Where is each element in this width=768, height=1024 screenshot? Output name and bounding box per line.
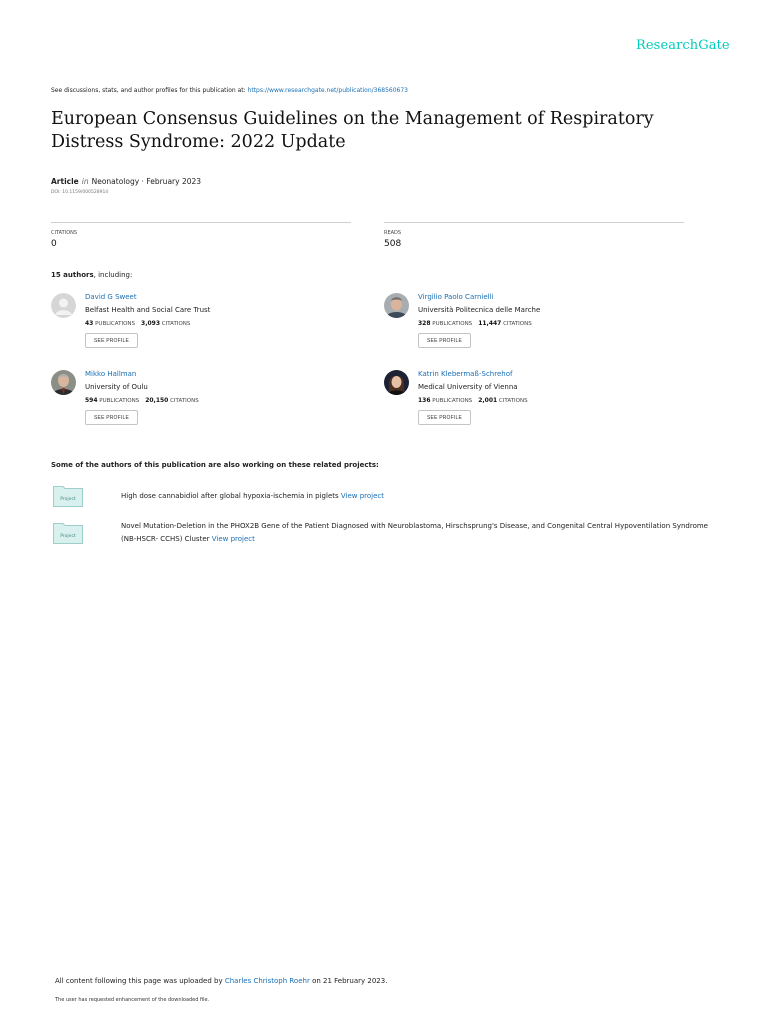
citations-label: CITATIONS: [498, 398, 528, 404]
author-photo-avatar[interactable]: [384, 370, 409, 395]
publications-count: 328: [418, 320, 431, 327]
author-photo-avatar[interactable]: [384, 293, 409, 318]
project-title: Novel Mutation-Deletion in the PHOX2B Gene of the Patient Diagnosed with Neuroblastoma, Hirschsprung's Disease, and Congenital Central Hypoventilation Syndrome (NB-HSCR- CCHS) Cluster: [121, 522, 708, 543]
reads-label: READS: [384, 230, 402, 236]
authors-count-suffix: , including:: [93, 271, 133, 279]
see-profile-button[interactable]: SEE PROFILE: [418, 410, 471, 425]
author-institution: Università Politecnica delle Marche: [418, 306, 541, 314]
see-profile-button[interactable]: SEE PROFILE: [85, 333, 138, 348]
publications-count: 136: [418, 397, 431, 404]
publications-count: 594: [85, 397, 98, 404]
authors-count-number: 15 authors: [51, 271, 94, 279]
author-stats: [418, 320, 532, 327]
citations-label: CITATIONS: [503, 321, 532, 327]
placeholder-avatar-icon[interactable]: [51, 293, 76, 318]
citations-label: CITATIONS: [170, 398, 199, 404]
citations-label: CITATIONS: [161, 321, 191, 327]
publications-count: 43: [85, 320, 94, 327]
author-institution: Medical University of Vienna: [418, 383, 518, 391]
author-institution: Belfast Health and Social Care Trust: [85, 306, 211, 314]
venue-date: Neonatology · February 2023: [91, 177, 202, 186]
doi-text: DOI: 10.1159/000528914: [51, 190, 109, 195]
citations-value: 0: [51, 239, 57, 249]
citations-divider: [51, 222, 351, 223]
author-name-link[interactable]: Mikko Hallman: [85, 370, 137, 378]
author-name-link[interactable]: Virgilio Paolo Carnielli: [418, 293, 494, 301]
project-folder-icon: [53, 485, 83, 507]
publication-meta: [51, 177, 201, 186]
citations-count: 3,093: [141, 320, 160, 327]
author-name-link[interactable]: Katrin Klebermaß-Schrehof: [418, 370, 513, 378]
citations-count: 20,150: [145, 397, 169, 404]
reads-divider: [384, 222, 684, 223]
author-stats: [418, 397, 528, 404]
author-photo-avatar[interactable]: [51, 370, 76, 395]
publications-label: PUBLICATIONS: [432, 398, 473, 404]
researchgate-logo[interactable]: ResearchGate: [636, 38, 730, 53]
author-name-link[interactable]: David G Sweet: [85, 293, 137, 301]
see-discussions-text: See discussions, stats, and author profiles for this publication at:: [51, 87, 248, 94]
author-card-hallman: [51, 370, 381, 440]
related-projects-heading: Some of the authors of this publication are also working on these related projects:: [51, 461, 379, 469]
uploaded-by-line: [55, 977, 387, 985]
author-institution: University of Oulu: [85, 383, 148, 391]
author-stats: [85, 397, 199, 404]
project-icon-label: Project: [60, 534, 76, 539]
project-item: [121, 490, 721, 503]
view-project-link[interactable]: View project: [211, 534, 255, 543]
project-item: [121, 520, 721, 545]
publications-label: PUBLICATIONS: [432, 321, 473, 327]
reads-value: 508: [384, 239, 402, 249]
project-icon-label: Project: [60, 497, 76, 502]
see-discussions-line: [51, 87, 408, 94]
author-stats: [85, 320, 190, 327]
uploaded-prefix: All content following this page was uploaded by: [55, 977, 225, 985]
author-card-sweet: [51, 293, 381, 363]
see-profile-button[interactable]: SEE PROFILE: [85, 410, 138, 425]
project-folder-icon: [53, 522, 83, 544]
publication-url-link[interactable]: https://www.researchgate.net/publication/368560673: [247, 87, 408, 94]
publications-label: PUBLICATIONS: [99, 398, 140, 404]
author-card-klebermass: [384, 370, 714, 440]
publication-title: European Consensus Guidelines on the Management of Respiratory Distress Syndrome: 2022 Update: [51, 109, 654, 152]
uploader-link[interactable]: Charles Christoph Roehr: [224, 977, 310, 985]
publications-label: PUBLICATIONS: [95, 321, 136, 327]
enhancement-requested-note: The user has requested enhancement of the downloaded file.: [55, 997, 210, 1003]
citations-count: 11,447: [478, 320, 502, 327]
see-profile-button[interactable]: SEE PROFILE: [418, 333, 471, 348]
authors-count: [51, 271, 132, 279]
author-card-carnielli: [384, 293, 714, 363]
project-title: High dose cannabidiol after global hypoxia-ischemia in piglets: [121, 492, 339, 500]
uploaded-suffix: on 21 February 2023.: [309, 977, 388, 985]
in-word: in: [81, 177, 89, 186]
view-project-link[interactable]: View project: [340, 492, 385, 500]
citations-count: 2,001: [478, 397, 498, 404]
article-type: Article: [51, 177, 79, 186]
citations-label: CITATIONS: [51, 230, 78, 236]
